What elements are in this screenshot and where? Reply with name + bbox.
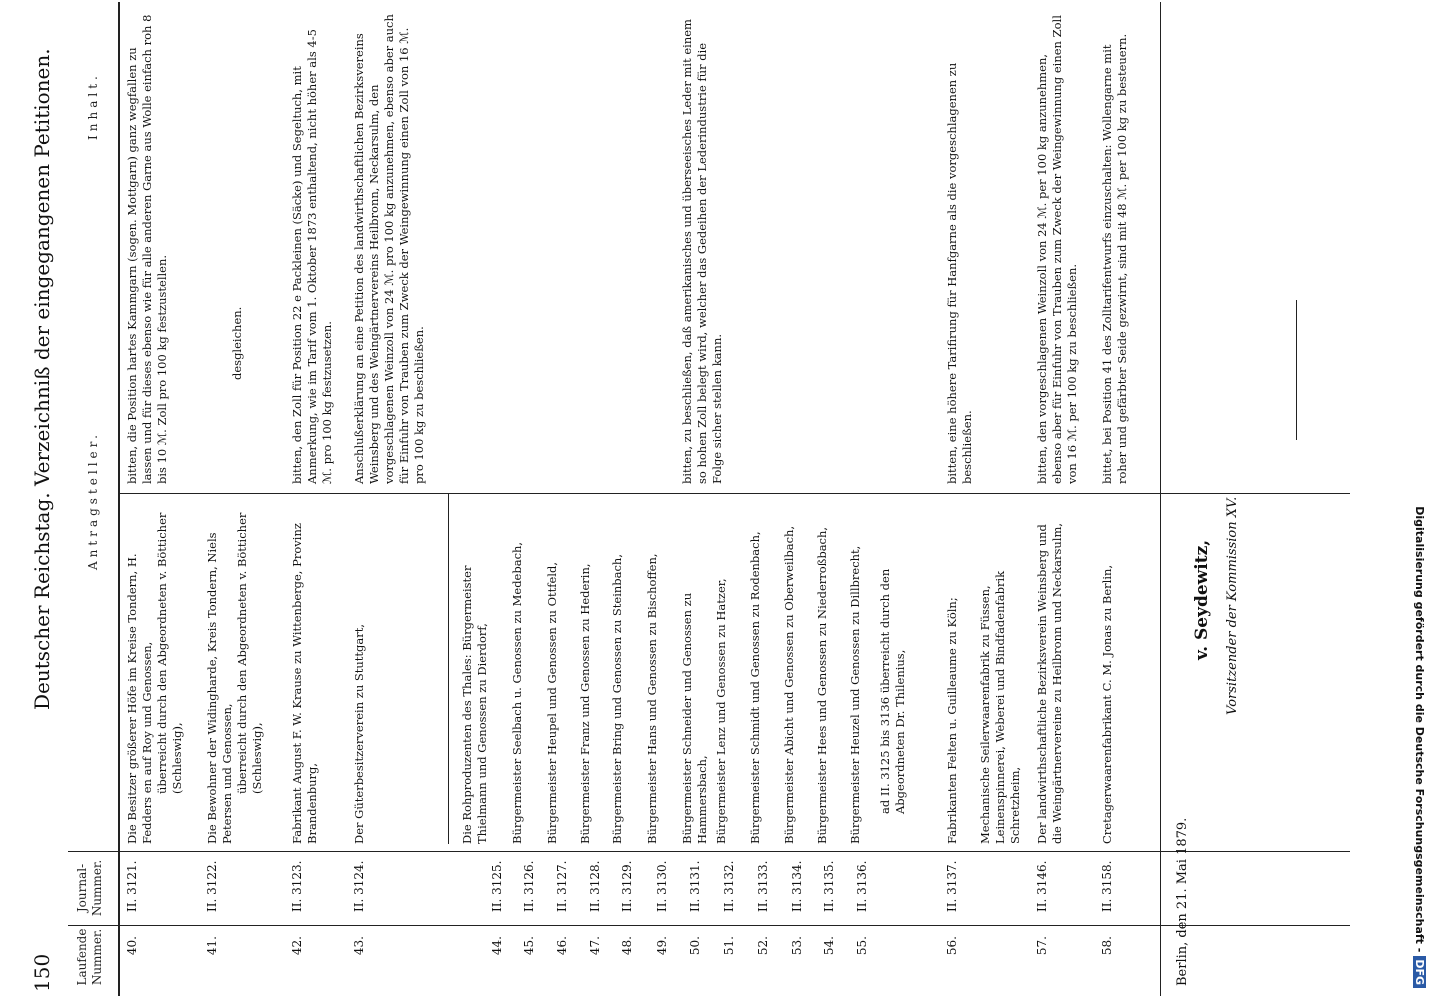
dfg-watermark [1406,0,1432,1000]
row-41-antrag-2: überreicht durch den Abgeordneten v. Bötticher (Schleswig), [235,512,264,794]
row-55-journal: II. 3136. [855,860,869,912]
row-55-antrag-2: ad II. 3125 bis 3136 überreicht durch den Abgeordneten Dr. Thilenius, [878,568,907,814]
row-50-inhalt: bitten, zu beschließen, daß amerikanisches und überseeisches Leder mit einem so hohen Zoll belegt wird, welcher das Gedeihen der Lederindustrie für die Folge sicher stellen kann. [680,19,724,484]
footer-date: Berlin, den 21. Mai 1879. [1175,817,1190,986]
row-55-antrag-1: Bürgermeister Heuzel und Genossen zu Dillbrecht, [848,545,862,844]
row-52-nr: 52. [756,936,770,956]
row-52-antrag-1: Bürgermeister Schmidt und Genossen zu Rodenbach, [748,531,762,844]
dfg-watermark-text-wrap [1406,0,1432,1000]
row-42-nr: 42. [290,936,304,956]
row-47-nr: 47. [588,936,602,956]
row-50-nr: 50. [688,936,702,956]
signature-name: v. Seydewitz, [1192,539,1212,660]
row-51-antrag-1: Bürgermeister Lenz und Genossen zu Hatzer, [714,578,728,844]
row-40-antrag-2: überreicht durch den Abgeordneten v. Bötticher (Schleswig), [155,512,184,794]
row-49-antrag-1: Bürgermeister Hans und Genossen zu Bischoffen, [645,553,659,844]
row-58-journal: II. 3158. [1100,860,1114,912]
row-56-journal: II. 3137. [945,860,959,912]
row-58-inhalt: bittet, bei Position 41 des Zolltarifentwurfs einzuschalten: Wollengarne mit roher und gefärbter Seide gezwirnt, sind mit 48 ℳ. per 100 kg zu besteuern. [1100,33,1129,484]
row-57-inhalt: bitten, den vorgeschlagenen Weinzoll von 24 ℳ. per 100 kg anzunehmen, ebenso aber für Einfuhr von Trauben zum Zweck der Weingewinnung einen Zoll von 16 ℳ. per 100 kg zu beschließen. [1035,15,1079,484]
header-rule [118,2,120,996]
row-40-antrag-1: Die Besitzer größerer Höfe im Kreise Tondern, H. Fedders en auf Roy und Genossen, [125,553,154,844]
row-56-antrag-1: Fabrikanten Felten u. Guilleaume zu Köln; [945,597,959,844]
column-rule-3 [118,493,1350,494]
row-49-journal: II. 3130. [655,860,669,912]
row-45-antrag-1: Bürgermeister Seelbach u. Genossen zu Medebach, [510,541,524,844]
row-44-nr: 44. [490,936,504,956]
row-50-antrag-1: Bürgermeister Schneider und Genossen zu Hammersbach, [680,592,709,844]
row-42-antrag-1: Fabrikant August F. W. Krause zu Wittenberge, Provinz Brandenburg, [290,523,319,844]
row-43-nr: 43. [352,936,366,956]
row-41-antrag-1: Die Bewohner der Widingharde, Kreis Tondern, Niels Petersen und Genossen, [205,532,234,844]
row-48-antrag-1: Bürgermeister Bring und Genossen zu Steinbach, [610,554,624,844]
row-40-inhalt: bitten, die Position hartes Kammgarn (sogen. Mottgarn) ganz wegfallen zu lassen und für dieses ebenso wie für alle anderen Garne aus Wolle einfach roh 8 bis 10 ℳ. Zoll pro 100 kg festzustellen. [125,14,169,484]
row-46-antrag-1: Bürgermeister Heupel und Genossen zu Ottfeld, [545,561,559,844]
row-47-journal: II. 3128. [588,860,602,912]
row-50-journal: II. 3131. [688,860,702,912]
row-54-journal: II. 3135. [822,860,836,912]
row-55-nr: 55. [855,936,869,956]
row-58-nr: 58. [1100,936,1114,956]
row-44-journal: II. 3125. [490,860,504,912]
row-43-inhalt: Anschlußerklärung an eine Petition des landwirthschaftlichen Bezirksvereins Weinsberg und des Weingärtnervereins Heilbronn, Neckarsulm, den vorgeschlagenen Weinzoll von 24 ℳ. pro 100 kg anzunehmen, ebenso aber auch für Einfuhr von Trauben zum Zweck der Weingewinnung einen Zoll von 16 ℳ. pro 100 kg zu beschließen. [352,14,426,484]
row-42-journal: II. 3123. [290,860,304,912]
signature-rule [1296,300,1297,440]
column-rule-2 [68,851,1350,852]
footer-rule [1160,2,1161,996]
row-46-journal: II. 3127. [555,860,569,912]
row-58-antrag-1: Cretagerwaarenfabrikant C. M. Jonas zu Berlin, [1100,564,1114,844]
row-46-nr: 46. [555,936,569,956]
header-journal-nr: Journal-Nummer. [75,859,104,917]
header-antragsteller: Antragsteller. [86,431,100,570]
row-41-journal: II. 3122. [205,860,219,912]
row-49-nr: 49. [655,936,669,956]
dfg-watermark-text: Digitalisierung gefördert durch die Deutsche Forschungsgemeinschaft - [1413,506,1426,953]
row-48-nr: 48. [620,936,634,956]
row-57-journal: II. 3146. [1035,860,1049,912]
row-43-journal: II. 3124. [352,860,366,912]
column-rule-1 [68,925,1350,926]
row-56-nr: 56. [945,936,959,956]
row-44-antrag-1: Die Rohproduzenten des Thales: Bürgermeister Thielmann und Genossen zu Dierdorf, [460,565,489,844]
row-53-nr: 53. [790,936,804,956]
row-53-journal: II. 3134. [790,860,804,912]
header-inhalt: Inhalt. [86,72,100,140]
page-number: 150 [30,953,54,992]
row-41-inhalt: desgleichen. [230,306,244,380]
row-56-inhalt: bitten, eine höhere Tarifirung für Hanfgarne als die vorgeschlagenen zu beschließen. [945,62,974,484]
row-43-antrag-1: Der Güterbesitzerverein zu Stuttgart, [352,623,366,844]
row-42-inhalt: bitten, den Zoll für Position 22 e Packleinen (Säcke) und Segeltuch, mit Anmerkung, wie im Tarif vom 1. Oktober 1873 enthaltend, nicht höher als 4-5 ℳ. pro 100 kg festzusetzen. [290,29,334,484]
row-41-nr: 41. [205,936,219,956]
row-54-antrag-1: Bürgermeister Hees und Genossen zu Niederroßbach, [815,526,829,844]
row-48-journal: II. 3129. [620,860,634,912]
row-53-antrag-1: Bürgermeister Abicht und Genossen zu Oberweilbach, [782,525,796,844]
header-lfd-nr: Laufende Nummer. [75,928,104,986]
row-56-antrag-2: Mechanische Seilerwaarenfabrik zu Füssen, Leinenspinnerei, Weberei und Bindfadenfabrik Schretzheim, [978,570,1022,844]
page-title: Deutscher Reichstag. Verzeichniß der eingegangenen Petitionen. [30,48,54,710]
row-54-nr: 54. [822,936,836,956]
row-45-nr: 45. [522,936,536,956]
row-51-journal: II. 3132. [722,860,736,912]
row-45-journal: II. 3126. [522,860,536,912]
row-40-journal: II. 3121. [125,860,139,912]
row-47-antrag-1: Bürgermeister Franz und Genossen zu Hederin, [578,563,592,844]
row-52-journal: II. 3133. [756,860,770,912]
dfg-logo-icon: DFG [1413,956,1426,988]
row-57-antrag-1: Der landwirthschaftliche Bezirksverein Weinsberg und die Weingärtnervereine zu Heilbronn und Neckarsulm, [1035,522,1064,844]
row-51-nr: 51. [722,936,736,956]
group-separator [448,494,449,844]
row-57-nr: 57. [1035,936,1049,956]
signature-title: Vorsitzender der Kommission XV. [1225,496,1240,715]
row-40-nr: 40. [125,936,139,956]
